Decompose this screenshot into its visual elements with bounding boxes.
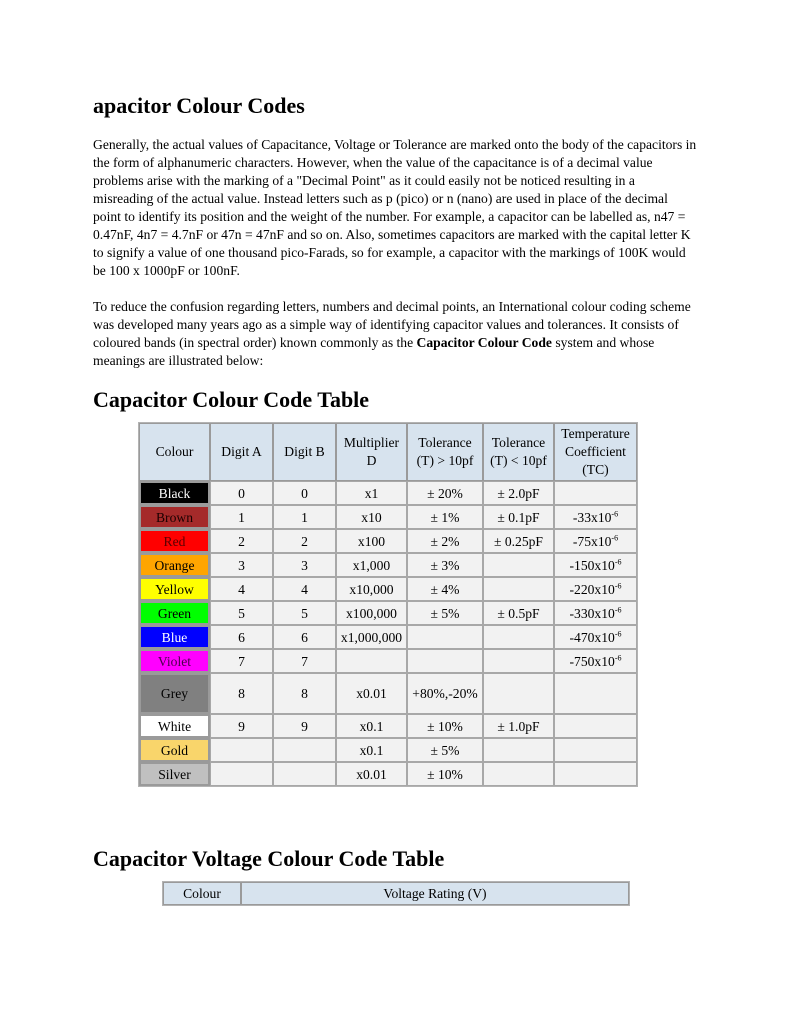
colour-code-table bbox=[138, 422, 638, 787]
multiplier-cell: x100 bbox=[336, 529, 407, 553]
digit-a-cell: 7 bbox=[210, 649, 273, 673]
tolerance-lt-cell bbox=[483, 673, 554, 714]
temperature-coefficient-cell bbox=[554, 553, 637, 577]
tolerance-gt-cell: ± 3% bbox=[407, 553, 483, 577]
digit-b-cell: 4 bbox=[273, 577, 336, 601]
digit-a-cell: 5 bbox=[210, 601, 273, 625]
digit-a-cell: 8 bbox=[210, 673, 273, 714]
colour-swatch-cell: Green bbox=[139, 601, 210, 625]
digit-a-cell: 4 bbox=[210, 577, 273, 601]
temperature-coefficient-cell bbox=[554, 762, 637, 786]
colour-swatch-cell: Grey bbox=[139, 673, 210, 714]
multiplier-cell: x10 bbox=[336, 505, 407, 529]
multiplier-cell: x1,000 bbox=[336, 553, 407, 577]
table-row bbox=[139, 481, 637, 505]
tc-base: -75x10 bbox=[572, 533, 612, 549]
tc-base: -470x10 bbox=[569, 629, 615, 645]
header-multiplier: Multiplier D bbox=[336, 423, 407, 481]
page-content bbox=[93, 92, 698, 906]
tc-base: -150x10 bbox=[569, 557, 615, 573]
colour-swatch-cell: Blue bbox=[139, 625, 210, 649]
tolerance-gt-cell: ± 5% bbox=[407, 738, 483, 762]
multiplier-cell: x1 bbox=[336, 481, 407, 505]
tolerance-lt-cell bbox=[483, 625, 554, 649]
header-digit-a: Digit A bbox=[210, 423, 273, 481]
multiplier-cell: x0.1 bbox=[336, 714, 407, 738]
tolerance-gt-cell: ± 10% bbox=[407, 714, 483, 738]
tolerance-gt-cell: ± 4% bbox=[407, 577, 483, 601]
digit-a-cell: 9 bbox=[210, 714, 273, 738]
intro-paragraph-2-text-a: To reduce the confusion regarding letters, numbers and decimal points, an International colour coding scheme was developed many years ago as a simple way of identifying capacitor values and tolerances. It consists of coloured bands (in spectral order) known commonly as the bbox=[93, 299, 691, 350]
multiplier-cell: x0.01 bbox=[336, 673, 407, 714]
digit-a-cell: 6 bbox=[210, 625, 273, 649]
digit-b-cell: 6 bbox=[273, 625, 336, 649]
digit-a-cell: 3 bbox=[210, 553, 273, 577]
multiplier-cell: x100,000 bbox=[336, 601, 407, 625]
temperature-coefficient-cell bbox=[554, 673, 637, 714]
voltage-code-table-heading: Capacitor Voltage Colour Code Table bbox=[93, 846, 445, 871]
colour-swatch-cell: White bbox=[139, 714, 210, 738]
temperature-coefficient-cell bbox=[554, 714, 637, 738]
tolerance-lt-cell bbox=[483, 649, 554, 673]
table-row bbox=[139, 714, 637, 738]
colour-swatch-cell: Violet bbox=[139, 649, 210, 673]
colour-swatch-cell: Orange bbox=[139, 553, 210, 577]
tolerance-gt-cell: ± 1% bbox=[407, 505, 483, 529]
tolerance-gt-cell bbox=[407, 649, 483, 673]
tolerance-gt-cell: ± 2% bbox=[407, 529, 483, 553]
header-digit-b: Digit B bbox=[273, 423, 336, 481]
tolerance-lt-cell: ± 0.5pF bbox=[483, 601, 554, 625]
tolerance-lt-cell: ± 0.25pF bbox=[483, 529, 554, 553]
tolerance-lt-cell: ± 1.0pF bbox=[483, 714, 554, 738]
tc-exponent: -6 bbox=[611, 508, 619, 518]
capacitor-colour-code-term: Capacitor Colour Code bbox=[416, 335, 552, 350]
multiplier-cell bbox=[336, 649, 407, 673]
colour-swatch-cell: Brown bbox=[139, 505, 210, 529]
digit-b-cell: 8 bbox=[273, 673, 336, 714]
digit-b-cell: 3 bbox=[273, 553, 336, 577]
header-tolerance-gt-10pf: Tolerance (T) > 10pf bbox=[407, 423, 483, 481]
intro-paragraph-1: Generally, the actual values of Capacitance, Voltage or Tolerance are marked onto the body of the capacitors in the form of alphanumeric characters. However, when the value of the capacitance is of a decimal value problems arise with the marking of a "Decimal Point" as it could easily not be noticed resulting in a misreading of the actual value. Instead letters such as p (pico) or n (nano) are used in place of the decimal point to identify its position and the weight of the number. For example, a capacitor can be labelled as, n47 = 0.47nF, 4n7 = 4.7nF or 47n = 47nF and so on. Also, sometimes capacitors are marked with the capital letter K to signify a value of one thousand pico-Farads, so for example, a capacitor with the markings of 100K would be 100 x 1000pF or 100nF. bbox=[93, 137, 697, 278]
table-row bbox=[139, 529, 637, 553]
colour-swatch-cell: Yellow bbox=[139, 577, 210, 601]
digit-a-cell: 2 bbox=[210, 529, 273, 553]
colour-code-header-row bbox=[139, 423, 637, 481]
digit-b-cell: 1 bbox=[273, 505, 336, 529]
tolerance-lt-cell bbox=[483, 762, 554, 786]
digit-b-cell: 9 bbox=[273, 714, 336, 738]
tc-base: -220x10 bbox=[569, 581, 615, 597]
digit-a-cell bbox=[210, 762, 273, 786]
tc-exponent: -6 bbox=[614, 604, 622, 614]
temperature-coefficient-cell bbox=[554, 505, 637, 529]
voltage-code-table bbox=[162, 881, 630, 906]
voltage-header-colour: Colour bbox=[163, 882, 241, 905]
colour-swatch-cell: Gold bbox=[139, 738, 210, 762]
voltage-header-row bbox=[163, 882, 629, 905]
table-row bbox=[139, 553, 637, 577]
temperature-coefficient-cell bbox=[554, 577, 637, 601]
table-row bbox=[139, 673, 637, 714]
header-colour: Colour bbox=[139, 423, 210, 481]
table-row bbox=[139, 649, 637, 673]
digit-b-cell: 2 bbox=[273, 529, 336, 553]
colour-code-rows bbox=[139, 481, 637, 786]
page-title: apacitor Colour Codes bbox=[93, 93, 305, 118]
table-row bbox=[139, 577, 637, 601]
multiplier-cell: x0.01 bbox=[336, 762, 407, 786]
table-row bbox=[139, 505, 637, 529]
tolerance-gt-cell: ± 20% bbox=[407, 481, 483, 505]
multiplier-cell: x1,000,000 bbox=[336, 625, 407, 649]
tc-exponent: -6 bbox=[614, 628, 622, 638]
tolerance-gt-cell bbox=[407, 625, 483, 649]
tolerance-gt-cell: ± 10% bbox=[407, 762, 483, 786]
digit-b-cell: 5 bbox=[273, 601, 336, 625]
tolerance-lt-cell: ± 0.1pF bbox=[483, 505, 554, 529]
table-row bbox=[139, 738, 637, 762]
digit-b-cell: 7 bbox=[273, 649, 336, 673]
tc-exponent: -6 bbox=[614, 556, 622, 566]
intro-paragraph-2-text-b: system and whose meanings are illustrated below: bbox=[93, 335, 655, 368]
temperature-coefficient-cell bbox=[554, 529, 637, 553]
table-row bbox=[139, 625, 637, 649]
colour-swatch-cell: Black bbox=[139, 481, 210, 505]
tolerance-lt-cell bbox=[483, 553, 554, 577]
digit-a-cell: 0 bbox=[210, 481, 273, 505]
tc-exponent: -6 bbox=[614, 652, 622, 662]
intro-paragraph-2 bbox=[93, 298, 698, 370]
temperature-coefficient-cell bbox=[554, 649, 637, 673]
header-tolerance-lt-10pf: Tolerance (T) < 10pf bbox=[483, 423, 554, 481]
colour-code-table-heading: Capacitor Colour Code Table bbox=[93, 387, 370, 412]
tc-exponent: -6 bbox=[611, 532, 619, 542]
digit-a-cell: 1 bbox=[210, 505, 273, 529]
table-row bbox=[139, 601, 637, 625]
temperature-coefficient-cell bbox=[554, 481, 637, 505]
colour-swatch-cell: Silver bbox=[139, 762, 210, 786]
digit-b-cell bbox=[273, 738, 336, 762]
table-row bbox=[139, 762, 637, 786]
header-temperature-coefficient: Temperature Coefficient (TC) bbox=[554, 423, 637, 481]
temperature-coefficient-cell bbox=[554, 738, 637, 762]
voltage-header-rating: Voltage Rating (V) bbox=[241, 882, 629, 905]
digit-b-cell bbox=[273, 762, 336, 786]
temperature-coefficient-cell bbox=[554, 601, 637, 625]
tc-base: -750x10 bbox=[569, 653, 615, 669]
tolerance-gt-cell: +80%,-20% bbox=[407, 673, 483, 714]
multiplier-cell: x10,000 bbox=[336, 577, 407, 601]
digit-a-cell bbox=[210, 738, 273, 762]
tolerance-gt-cell: ± 5% bbox=[407, 601, 483, 625]
digit-b-cell: 0 bbox=[273, 481, 336, 505]
colour-swatch-cell: Red bbox=[139, 529, 210, 553]
tc-exponent: -6 bbox=[614, 580, 622, 590]
multiplier-cell: x0.1 bbox=[336, 738, 407, 762]
tolerance-lt-cell: ± 2.0pF bbox=[483, 481, 554, 505]
tc-base: -330x10 bbox=[569, 605, 615, 621]
tolerance-lt-cell bbox=[483, 738, 554, 762]
temperature-coefficient-cell bbox=[554, 625, 637, 649]
tolerance-lt-cell bbox=[483, 577, 554, 601]
tc-base: -33x10 bbox=[572, 509, 612, 525]
